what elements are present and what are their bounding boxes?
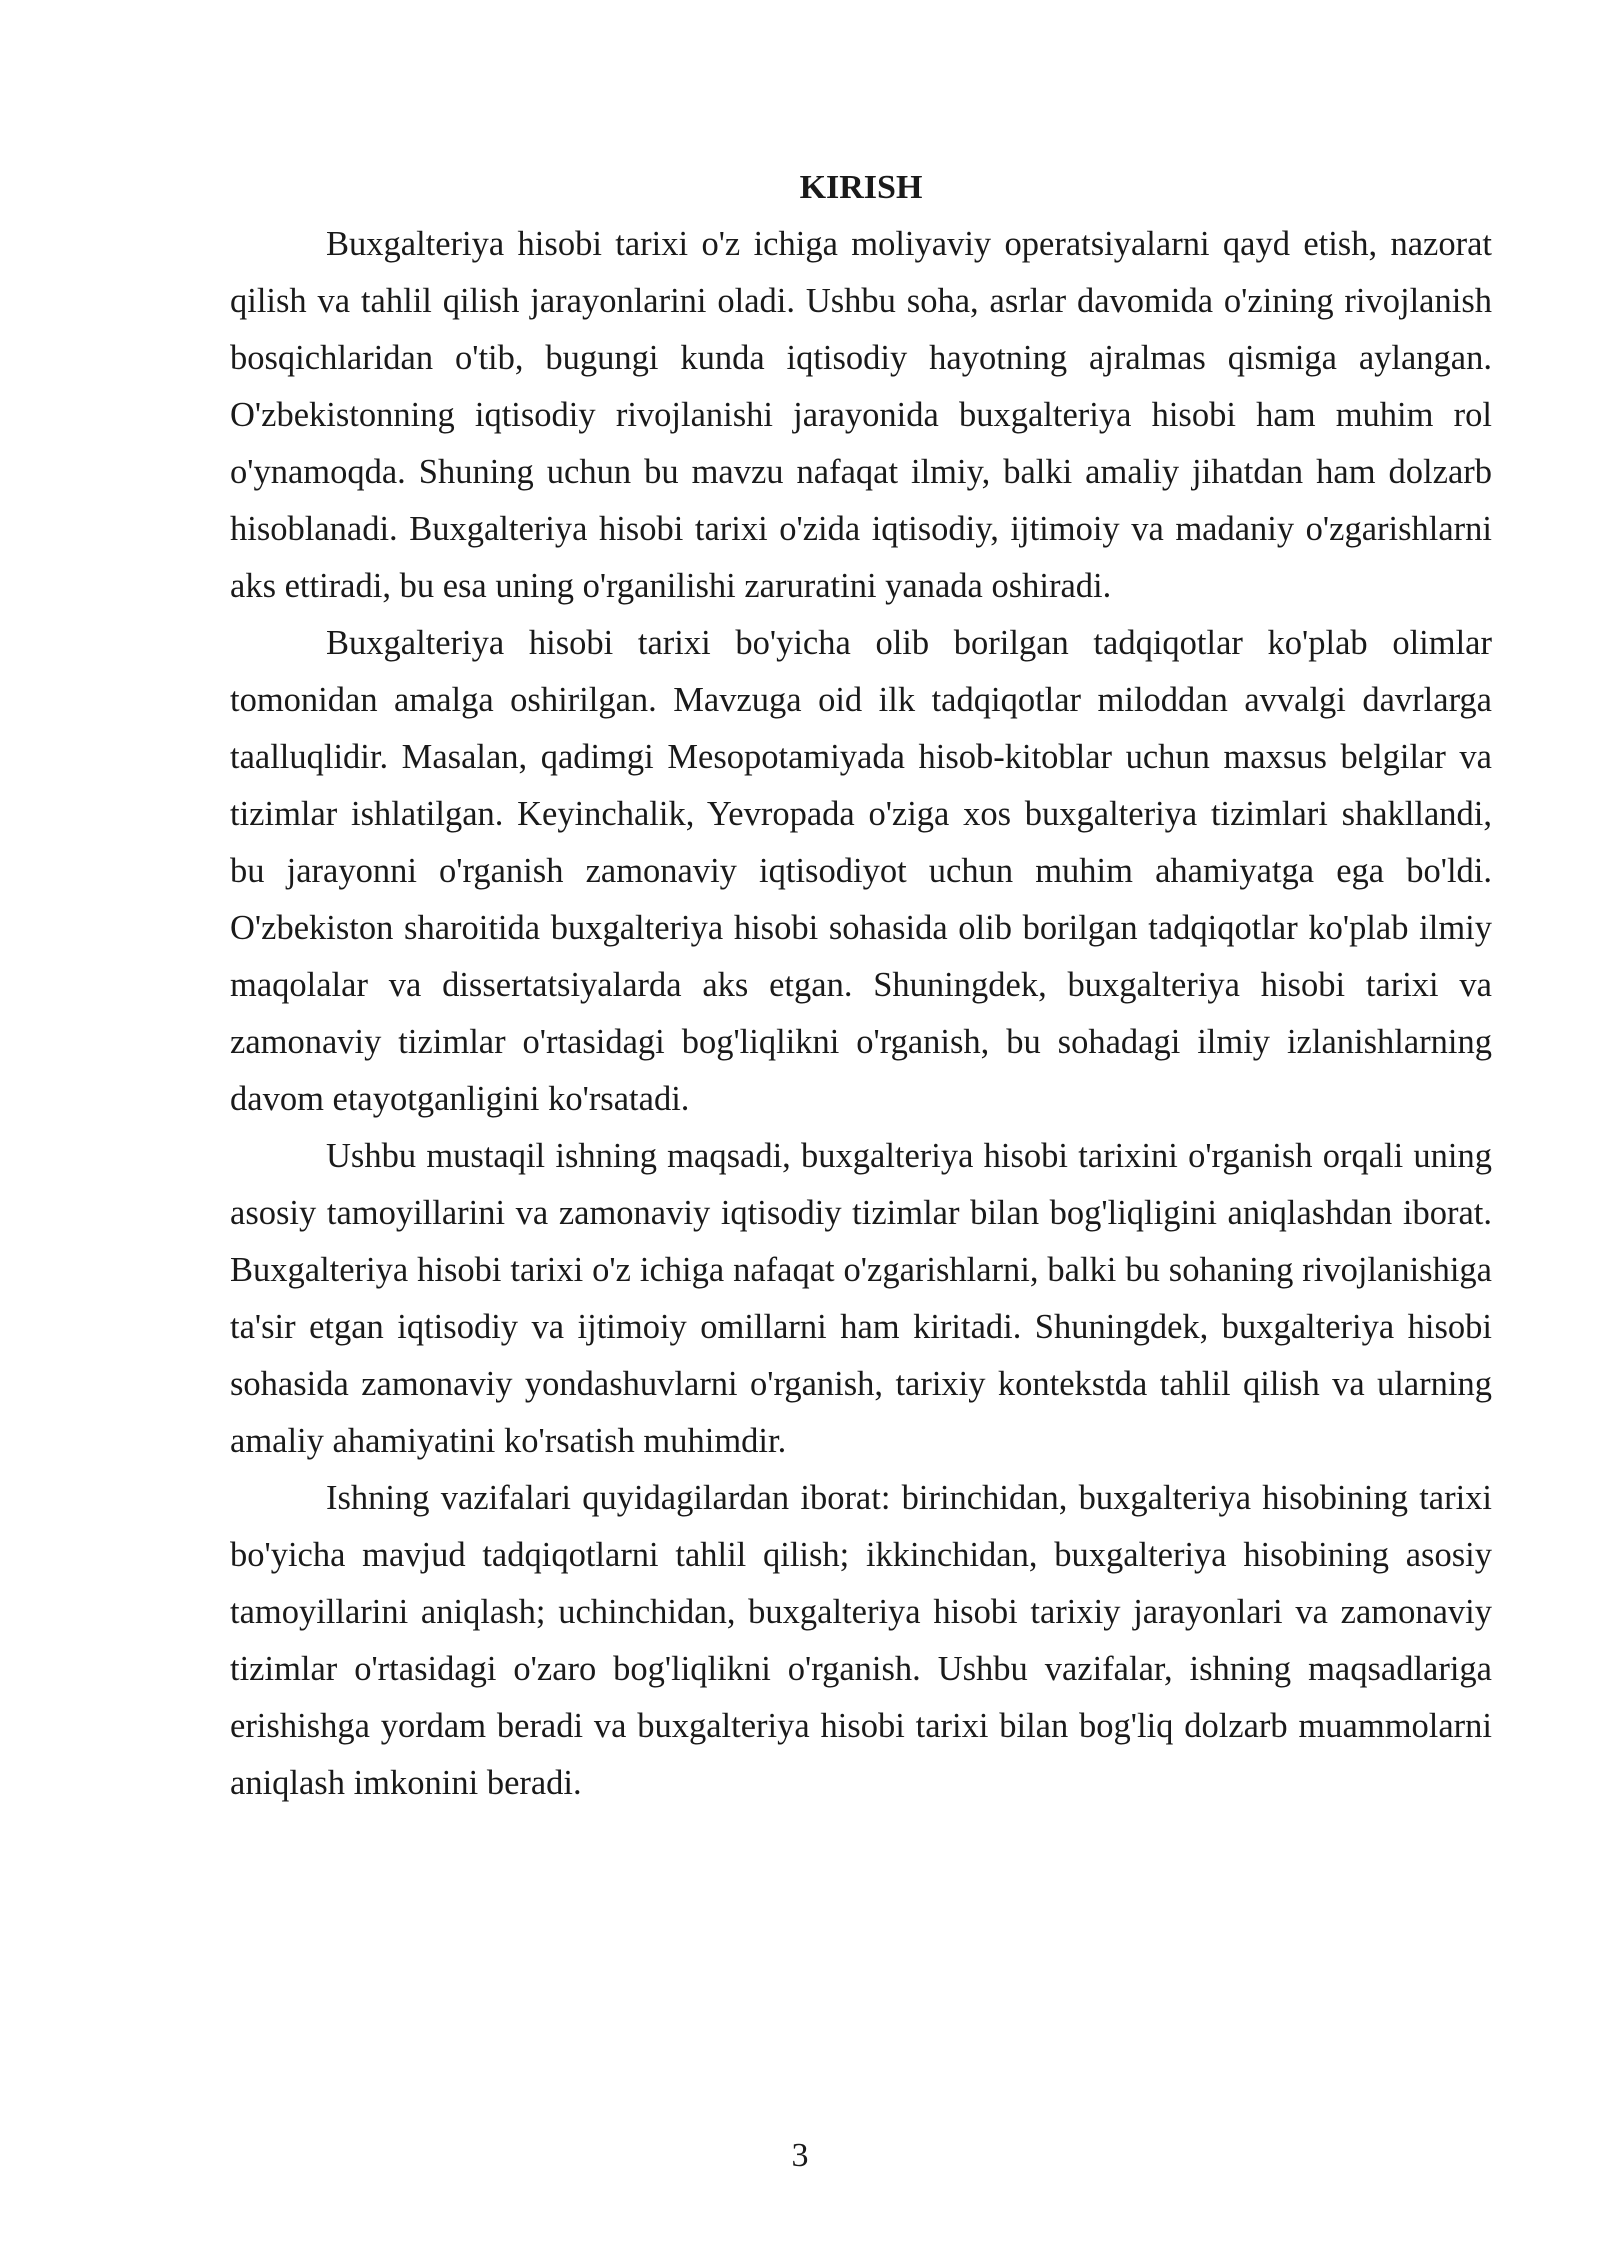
document-page (230, 160, 1492, 1812)
section-title: KIRISH (799, 169, 923, 206)
paragraph-intro: Buxgalteriya hisobi tarixi o'z ichiga moliyaviy operatsiyalarni qayd etish, nazorat qilish va tahlil qilish jarayonlarini oladi. Ushbu soha, asrlar davomida o'zining rivojlanish bosqichlaridan o'tib, bugungi kunda iqtisodiy hayotning ajralmas qismiga aylangan. O'zbekistonning iqtisodiy rivojlanishi jarayonida buxgalteriya hisobi ham muhim rol o'ynamoqda. Shuning uchun bu mavzu nafaqat ilmiy, balki amaliy jihatdan ham dolzarb hisoblanadi. Buxgalteriya hisobi tarixi o'zida iqtisodiy, ijtimoiy va madaniy o'zgarishlarni aks ettiradi, bu esa uning o'rganilishi zaruratini yanada oshiradi. (230, 225, 1492, 605)
paragraph-research: Buxgalteriya hisobi tarixi bo'yicha olib borilgan tadqiqotlar ko'plab olimlar tomonidan amalga oshirilgan. Mavzuga oid ilk tadqiqotlar miloddan avvalgi davrlarga taalluqlidir. Masalan, qadimgi Mesopotamiyada hisob-kitoblar uchun maxsus belgilar va tizimlar ishlatilgan. Keyinchalik, Yevropada o'ziga xos buxgalteriya tizimlari shakllandi, bu jarayonni o'rganish zamonaviy iqtisodiyot uchun muhim ahamiyatga ega bo'ldi. O'zbekiston sharoitida buxgalteriya hisobi sohasida olib borilgan tadqiqotlar ko'plab ilmiy maqolalar va dissertatsiyalarda aks etgan. Shuningdek, buxgalteriya hisobi tarixi va zamonaviy tizimlar o'rtasidagi bog'liqlikni o'rganish, bu sohadagi ilmiy izlanishlarning davom etayotganligini ko'rsatadi. (230, 624, 1492, 1118)
paragraph-tasks: Ishning vazifalari quyidagilardan iborat: birinchidan, buxgalteriya hisobining tarixi bo'yicha mavjud tadqiqotlarni tahlil qilish; ikkinchidan, buxgalteriya hisobining asosiy tamoyillarini aniqlash; uchinchidan, buxgalteriya hisobi tarixiy jarayonlari va zamonaviy tizimlar o'rtasidagi o'zaro bog'liqlikni o'rganish. Ushbu vazifalar, ishning maqsadlariga erishishga yordam beradi va buxgalteriya hisobi tarixi bilan bog'liq dolzarb muammolarni aniqlash imkonini beradi. (230, 1479, 1492, 1802)
page-number: 3 (791, 2137, 809, 2174)
paragraph-goal: Ushbu mustaqil ishning maqsadi, buxgalteriya hisobi tarixini o'rganish orqali uning asosiy tamoyillarini va zamonaviy iqtisodiy tizimlar bilan bog'liqligini aniqlashdan iborat. Buxgalteriya hisobi tarixi o'z ichiga nafaqat o'zgarishlarni, balki bu sohaning rivojlanishiga ta'sir etgan iqtisodiy va ijtimoiy omillarni ham kiritadi. Shuningdek, buxgalteriya hisobi sohasida zamonaviy yondashuvlarni o'rganish, tarixiy kontekstda tahlil qilish va ularning amaliy ahamiyatini ko'rsatish muhimdir. (230, 1137, 1492, 1460)
